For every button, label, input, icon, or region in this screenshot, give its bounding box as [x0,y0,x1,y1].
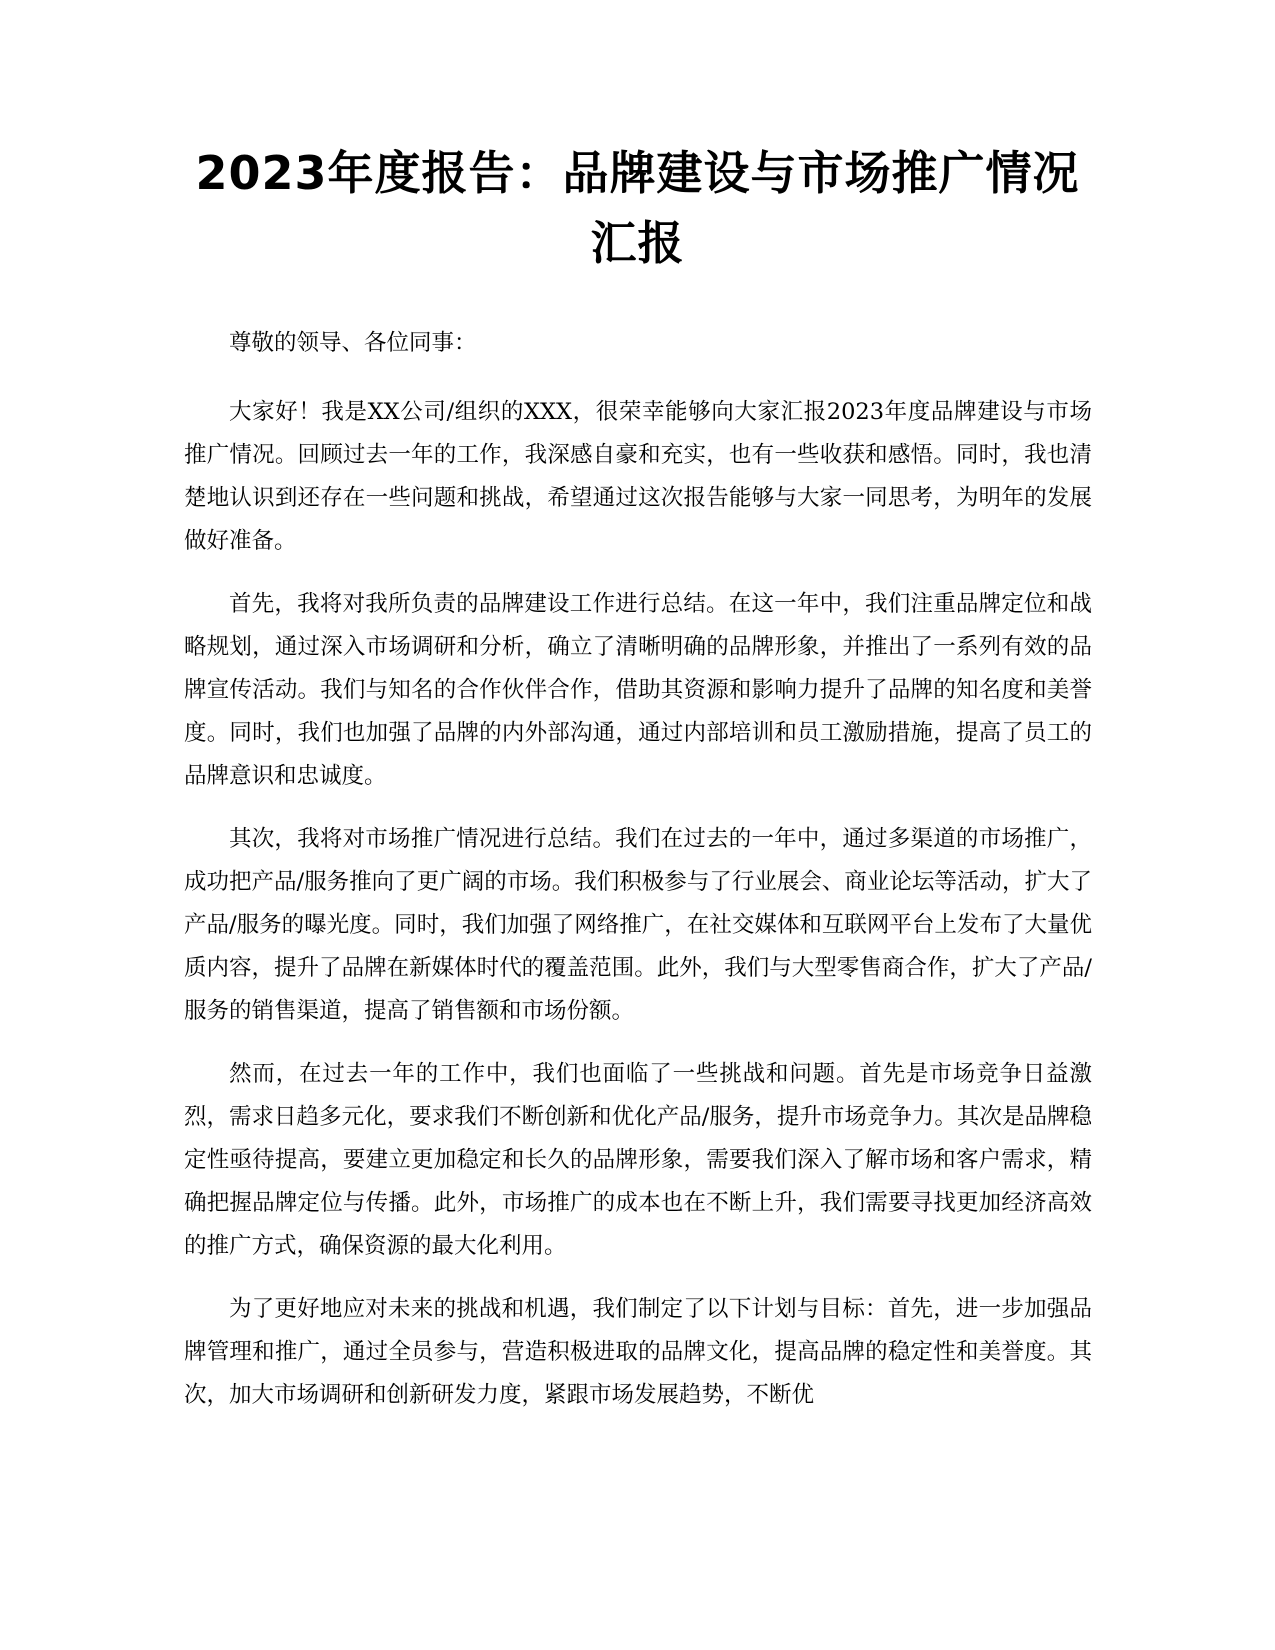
greeting-line: 尊敬的领导、各位同事： [229,330,477,356]
paragraph-intro: 大家好！我是XX公司/组织的XXX，很荣幸能够向大家汇报2023年度品牌建设与市场推广情况。回顾过去一年的工作，我深感自豪和充实，也有一些收获和感悟。同时，我也清楚地认识到还存在一些问题和挑战，希望通过这次报告能够与大家一同思考，为明年的发展做好准备。 [184,399,1092,554]
paragraph-challenges: 然而，在过去一年的工作中，我们也面临了一些挑战和问题。首先是市场竞争日益激烈，需求日趋多元化，要求我们不断创新和优化产品/服务，提升市场竞争力。其次是品牌稳定性亟待提高，要建立更加稳定和长久的品牌形象，需要我们深入了解市场和客户需求，精确把握品牌定位与传播。此外，市场推广的成本也在不断上升，我们需要寻找更加经济高效的推广方式，确保资源的最大化利用。 [184,1061,1092,1259]
document-title: 2023年度报告：品牌建设与市场推广情况汇报 [195,146,1080,270]
paragraph-plans: 为了更好地应对未来的挑战和机遇，我们制定了以下计划与目标：首先，进一步加强品牌管理和推广，通过全员参与，营造积极进取的品牌文化，提高品牌的稳定性和美誉度。其次，加大市场调研和创新研发力度，紧跟市场发展趋势，不断优 [184,1296,1092,1408]
document-body [184,322,1092,1437]
paragraph-brand-building: 首先，我将对我所负责的品牌建设工作进行总结。在这一年中，我们注重品牌定位和战略规划，通过深入市场调研和分析，确立了清晰明确的品牌形象，并推出了一系列有效的品牌宣传活动。我们与知名的合作伙伴合作，借助其资源和影响力提升了品牌的知名度和美誉度。同时，我们也加强了品牌的内外部沟通，通过内部培训和员工激励措施，提高了员工的品牌意识和忠诚度。 [184,591,1092,789]
paragraph-market-promotion: 其次，我将对市场推广情况进行总结。我们在过去的一年中，通过多渠道的市场推广，成功把产品/服务推向了更广阔的市场。我们积极参与了行业展会、商业论坛等活动，扩大了产品/服务的曝光度。同时，我们加强了网络推广，在社交媒体和互联网平台上发布了大量优质内容，提升了品牌在新媒体时代的覆盖范围。此外，我们与大型零售商合作，扩大了产品/服务的销售渠道，提高了销售额和市场份额。 [184,826,1092,1024]
